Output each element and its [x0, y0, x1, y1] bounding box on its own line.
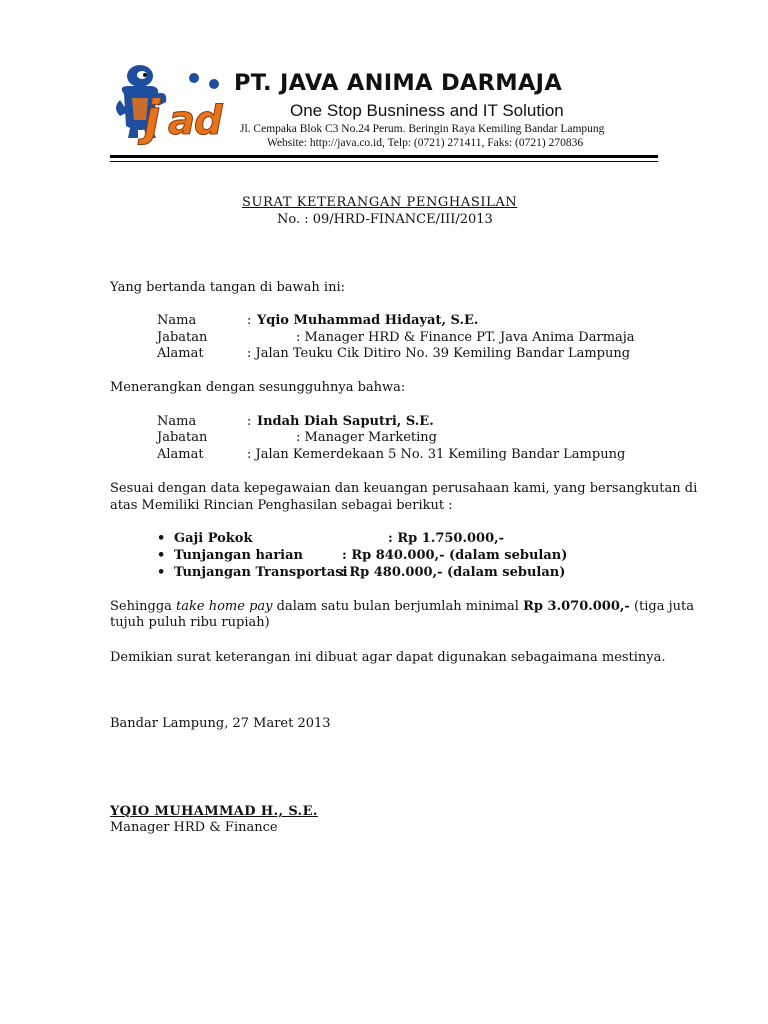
company-tagline: One Stop Busniness and IT Solution: [290, 101, 564, 120]
signer-nama-value: Yqio Muhammad Hidayat, S.E.: [257, 313, 479, 328]
income-label-gaji: Gaji Pokok: [174, 531, 253, 546]
employee-jabatan-label: Jabatan: [157, 430, 208, 445]
total-pre: Sehingga: [110, 599, 172, 614]
total-amount: Rp 3.070.000,-: [523, 599, 630, 614]
signature-name: YQIO MUHAMMAD H., S.E.: [110, 804, 318, 819]
employee-jabatan-value: : Manager Marketing: [296, 430, 437, 445]
signer-jabatan-value: : Manager HRD & Finance PT. Java Anima Darmaja: [296, 330, 635, 345]
place-date: Bandar Lampung, 27 Maret 2013: [110, 716, 331, 731]
signer-alamat-label: Alamat: [157, 346, 204, 361]
basis-line-1: Sesuai dengan data kepegawaian dan keuangan perusahaan kami, yang bersangkutan di: [110, 481, 698, 496]
total-post: (tiga juta: [633, 599, 695, 614]
svg-text:j: j: [144, 90, 161, 146]
logo-letters: [137, 73, 223, 146]
income-label-harian: Tunjangan harian: [174, 548, 303, 563]
company-address: Jl. Cempaka Blok C3 No.24 Perum. Beringin Raya Kemiling Bandar Lampung: [240, 123, 605, 135]
income-label-transport: Tunjangan Transportasi: [174, 565, 348, 580]
employee-alamat-label: Alamat: [157, 447, 204, 462]
employee-nama-value: Indah Diah Saputri, S.E.: [257, 414, 434, 429]
basis-line-2: atas Memiliki Rincian Penghasilan sebagai berikut :: [110, 498, 453, 513]
income-bullet: •: [157, 531, 166, 546]
income-value-harian: : Rp 840.000,- (dalam sebulan): [342, 548, 568, 563]
company-name: PT. JAVA ANIMA DARMAJA: [234, 70, 563, 96]
company-logo: [110, 64, 228, 146]
closing-text: Demikian surat keterangan ini dibuat agar dapat digunakan sebagaimana mestinya.: [110, 650, 666, 665]
svg-text:a: a: [168, 98, 195, 144]
employee-nama-label: Nama: [157, 414, 197, 429]
intro-text: Yang bertanda tangan di bawah ini:: [110, 280, 345, 295]
letter-title: SURAT KETERANGAN PENGHASILAN: [242, 195, 518, 210]
income-value-transport: : Rp 480.000,- (dalam sebulan): [340, 565, 566, 580]
income-bullet: •: [157, 565, 166, 580]
header-divider-thin: [110, 161, 658, 162]
signer-jabatan-label: Jabatan: [157, 330, 208, 345]
company-contact: Website: http://java.co.id, Telp: (0721) 271411, Faks: (0721) 270836: [267, 137, 584, 149]
svg-text:d: d: [194, 98, 223, 144]
total-line-1: [110, 599, 694, 614]
income-value-gaji: : Rp 1.750.000,-: [388, 531, 505, 546]
statement-text: Menerangkan dengan sesungguhnya bahwa:: [110, 380, 406, 395]
letter-number: No. : 09/HRD-FINANCE/III/2013: [277, 212, 493, 227]
employee-nama-colon: :: [247, 414, 252, 429]
signer-nama-label: Nama: [157, 313, 197, 328]
header-divider-thick: [110, 155, 658, 158]
signer-alamat-value: : Jalan Teuku Cik Ditiro No. 39 Kemiling Bandar Lampung: [247, 346, 631, 361]
total-mid: dalam satu bulan berjumlah minimal: [276, 599, 519, 614]
income-bullet: •: [157, 548, 166, 563]
employee-alamat-value: : Jalan Kemerdekaan 5 No. 31 Kemiling Bandar Lampung: [247, 447, 626, 462]
signature-position: Manager HRD & Finance: [110, 820, 278, 835]
total-line-2: tujuh puluh ribu rupiah): [110, 615, 270, 630]
total-italic: take home pay: [176, 599, 273, 614]
signer-nama-colon: :: [247, 313, 252, 328]
